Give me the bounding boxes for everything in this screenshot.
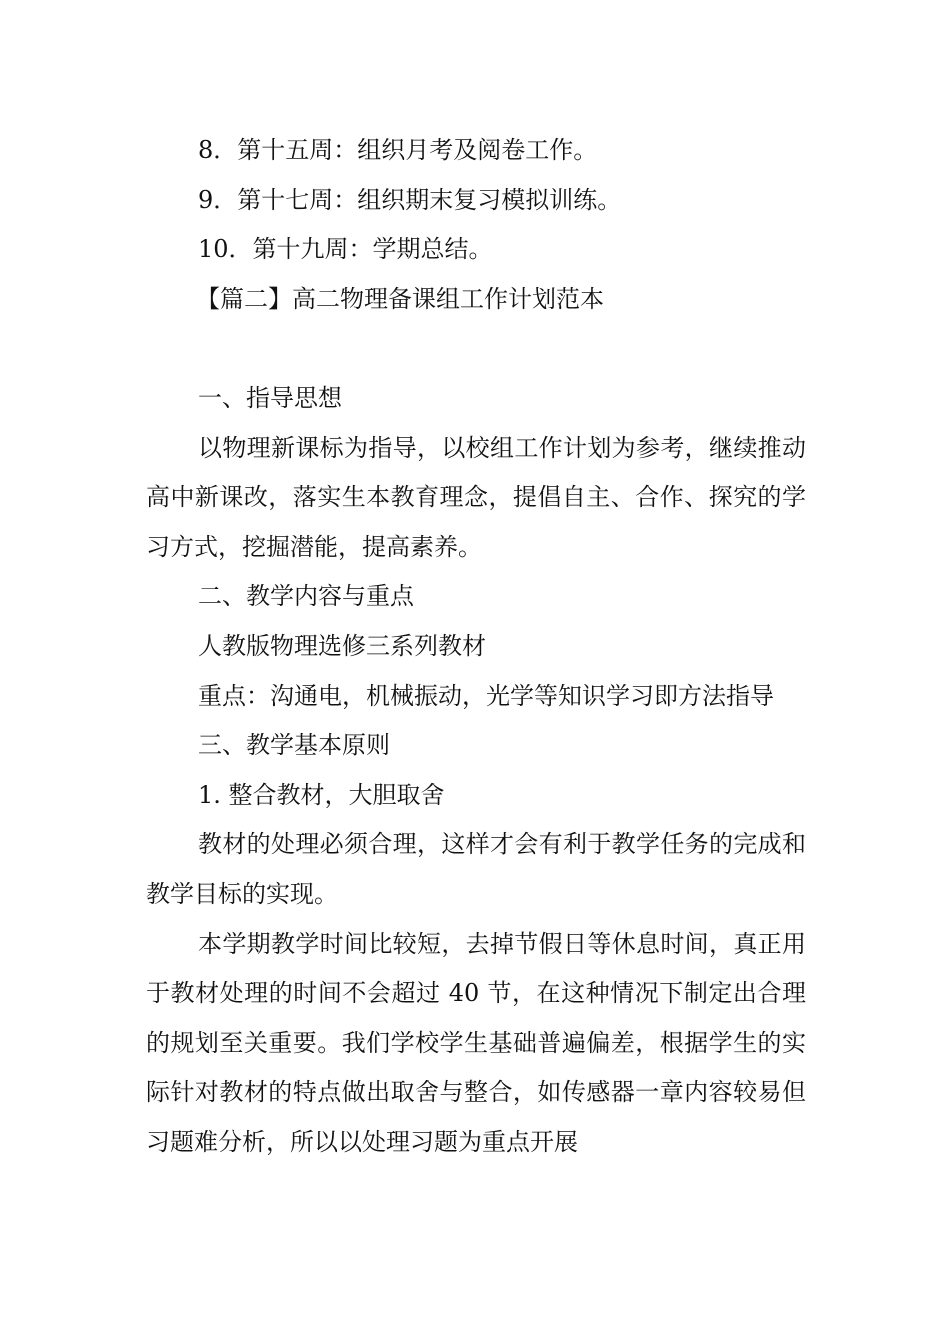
paragraph-focus: 重点：沟通电，机械振动，光学等知识学习即方法指导 [198, 681, 774, 710]
subheading-integrate-textbook: 1. 整合教材，大胆取舍 [198, 780, 445, 809]
heading-teaching-content: 二、教学内容与重点 [198, 582, 414, 611]
schedule-item-week-19: 10．第十九周：学期总结。 [198, 235, 493, 264]
blank-line [146, 324, 806, 374]
paragraph-guiding-ideology: 以物理新课标为指导，以校组工作计划为参考，继续推动高中新课改，落实生本教育理念，提倡自主、合作、探究的学习方式，挖掘潜能，提高素养。 [146, 433, 806, 561]
heading-guiding-ideology: 一、指导思想 [198, 383, 342, 412]
paragraph-textbook: 人教版物理选修三系列教材 [198, 631, 486, 660]
schedule-item-week-15: 8．第十五周：组织月考及阅卷工作。 [198, 136, 598, 164]
section-title: 【篇二】高二物理备课组工作计划范本 [196, 284, 604, 313]
paragraph-textbook-handling: 教材的处理必须合理，这样才会有利于教学任务的完成和教学目标的实现。 [146, 830, 806, 908]
schedule-item-week-17: 9．第十七周：组织期末复习模拟训练。 [198, 185, 622, 214]
paragraph-semester-planning: 本学期教学时间比较短，去掉节假日等休息时间，真正用于教材处理的时间不会超过 40 节，在这种情况下制定出合理的规划至关重要。我们学校学生基础普遍偏差，根据学生的实际针对教材的特点做出取舍与整合，如传感器一章内容较易但习题难分析，所以以处理习题为重点开展 [146, 929, 806, 1156]
heading-teaching-principles: 三、教学基本原则 [198, 731, 390, 760]
document-body [146, 126, 806, 1167]
